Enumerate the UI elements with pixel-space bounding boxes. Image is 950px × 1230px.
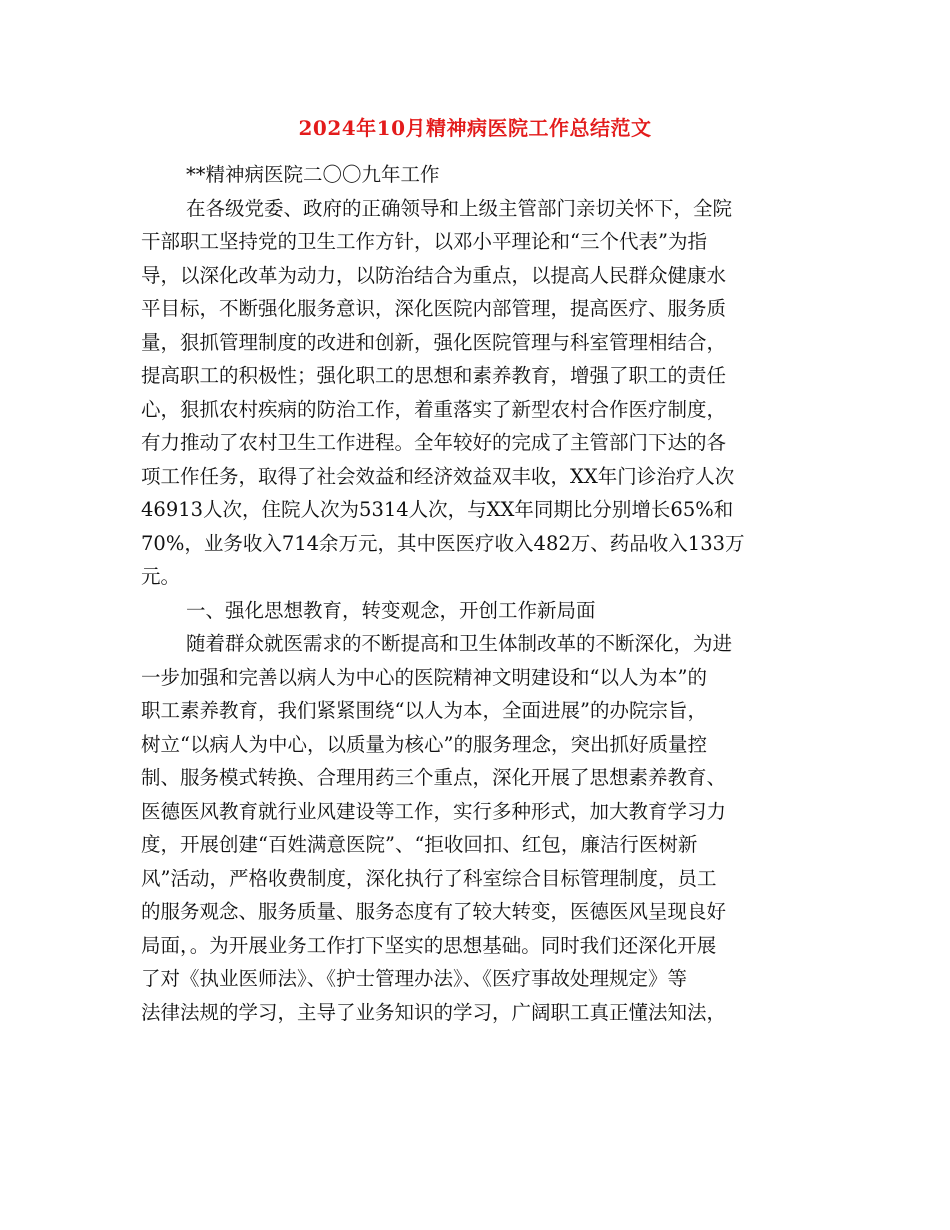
text-line: 风”活动，严格收费制度，深化执行了科室综合目标管理制度，员工 bbox=[141, 866, 717, 890]
summary-paragraph bbox=[141, 192, 806, 594]
text-line: 随着群众就医需求的不断提高和卫生体制改革的不断深化，为进 bbox=[186, 632, 733, 655]
document-body bbox=[141, 158, 806, 1029]
text-line: 量，狠抓管理制度的改进和创新，强化医院管理与科室管理相结合， bbox=[141, 330, 727, 354]
text-line: 制、服务模式转换、合理用药三个重点，深化开展了思想素养教育、 bbox=[141, 766, 727, 789]
text-line: 有力推动了农村卫生工作进程。全年较好的完成了主管部门下达的各 bbox=[141, 431, 727, 454]
text-line: 平目标，不断强化服务意识，深化医院内部管理，提高医疗、服务质 bbox=[141, 297, 727, 320]
text-line: 干部职工坚持党的卫生工作方针，以邓小平理论和“三个代表”为指 bbox=[141, 230, 707, 253]
document-title: 2024年10月精神病医院工作总结范文 bbox=[298, 116, 652, 140]
text-line: 心，狠抓农村疾病的防治工作，着重落实了新型农村合作医疗制度， bbox=[141, 397, 727, 421]
text-line: 了对《执业医师法》、《护士管理办法》、《医疗事故处理规定》等 bbox=[141, 967, 688, 990]
text-line: 度，开展创建“百姓满意医院”、“拒收回扣、红包，廉洁行医树新 bbox=[141, 833, 698, 856]
text-line: 70%，业务收入714余万元，其中医医疗收入482万、药品收入133万 bbox=[141, 531, 745, 555]
text-line: 职工素养教育，我们紧紧围绕“以人为本，全面进展”的办院宗旨， bbox=[141, 699, 707, 722]
text-line: 一步加强和完善以病人为中心的医院精神文明建设和“以人为本”的 bbox=[141, 665, 707, 689]
text-line: 局面，。为开展业务工作打下坚实的思想基础。同时我们还深化开展 bbox=[141, 933, 717, 957]
text-line: 在各级党委、政府的正确领导和上级主管部门亲切关怀下，全院 bbox=[186, 196, 733, 220]
text-line: 46913人次，住院人次为5314人次，与XX年同期比分别增长65%和 bbox=[141, 498, 734, 521]
text-line: 提高职工的积极性；强化职工的思想和素养教育，增强了职工的责任 bbox=[141, 364, 727, 387]
text-line: **精神病医院二〇〇九年工作 bbox=[186, 163, 440, 186]
section-one-paragraph bbox=[141, 627, 806, 1029]
text-line: 法律法规的学习，主导了业务知识的学习，广阔职工真正懂法知法， bbox=[141, 1000, 727, 1024]
text-line: 的服务观念、服务质量、服务态度有了较大转变，医德医风呈现良好 bbox=[141, 900, 727, 923]
intro-heading bbox=[141, 158, 806, 192]
text-line: 项工作任务，取得了社会效益和经济效益双丰收，XX年门诊治疗人次 bbox=[141, 464, 735, 488]
text-line: 导，以深化改革为动力，以防治结合为重点，以提高人民群众健康水 bbox=[141, 263, 727, 287]
section-one-heading bbox=[141, 594, 806, 628]
text-line: 医德医风教育就行业风建设等工作，实行多种形式，加大教育学习力 bbox=[141, 799, 727, 823]
text-line: 元。 bbox=[141, 565, 181, 588]
text-line: 树立“以病人为中心，以质量为核心”的服务理念，突出抓好质量控 bbox=[141, 732, 707, 756]
text-line: 一、强化思想教育，转变观念，开创工作新局面 bbox=[186, 598, 596, 622]
